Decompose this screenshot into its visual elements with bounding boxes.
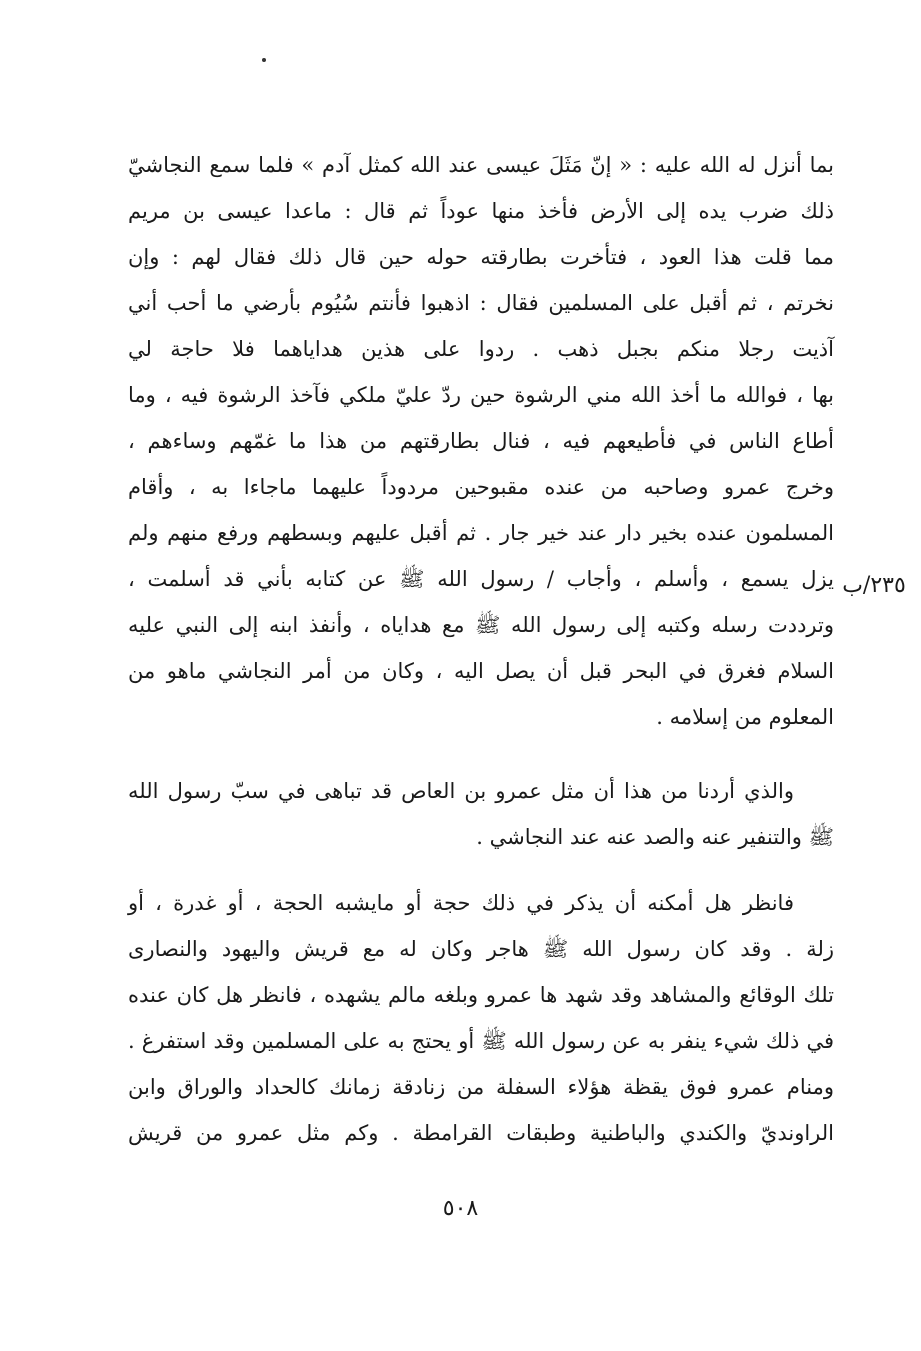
text-line: والذي أردنا من هذا أن مثل عمرو بن العاص قد تباهى في سبّ رسول الله bbox=[128, 779, 794, 803]
text-line: المعلوم من إسلامه . bbox=[656, 705, 834, 729]
paragraph-2 bbox=[128, 768, 834, 860]
text-line: أطاع الناس في فأطيعهم فيه ، فنال بطارقتهم من هذا ما غمّهم وساءهم ، bbox=[128, 429, 834, 453]
paragraph-3 bbox=[128, 880, 834, 1156]
page-number: ٥٠٨ bbox=[442, 1196, 479, 1221]
text-line: ﷺ والتنفير عنه والصد عنه عند النجاشي . bbox=[476, 825, 834, 849]
text-line: ومنام عمرو فوق يقظة هؤلاء السفلة من زنادقة زمانك كالحداد والوراق وابن bbox=[128, 1075, 834, 1099]
text-line: ذلك ضرب يده إلى الأرض فأخذ منها عوداً ثم قال : ماعدا عيسى بن مريم bbox=[128, 199, 834, 223]
text-line: مما قلت هذا العود ، فتأخرت بطارقته حوله حين قال ذلك فقال لهم : وإن bbox=[128, 245, 834, 269]
folio-margin-note: ٢٣٥/ب bbox=[842, 573, 906, 598]
text-line: وخرج عمرو وصاحبه من عنده مقبوحين مردوداً عليهما ماجاءا به ، وأقام bbox=[128, 475, 834, 499]
text-line: في ذلك شيء ينفر به عن رسول الله ﷺ أو يحتج به على المسلمين وقد استفرغ . bbox=[128, 1029, 834, 1053]
text-line: المسلمون عنده بخير دار عند خير جار . ثم أقبل عليهم وبسطهم ورفع منهم ولم bbox=[128, 521, 834, 545]
text-line: فانظر هل أمكنه أن يذكر في ذلك حجة أو مايشبه الحجة ، أو غدرة ، أو bbox=[128, 891, 794, 915]
text-line: زلة . وقد كان رسول الله ﷺ هاجر وكان له مع قريش واليهود والنصارى bbox=[128, 937, 834, 961]
paragraph-1 bbox=[128, 142, 834, 740]
text-line: بها ، فوالله ما أخذ الله مني الرشوة حين ردّ عليّ ملكي فآخذ الرشوة فيه ، وما bbox=[128, 383, 834, 407]
text-line: يزل يسمع ، وأسلم ، وأجاب / رسول الله ﷺ عن كتابه بأني قد أسلمت ، bbox=[128, 567, 834, 591]
text-line: السلام فغرق في البحر قبل أن يصل اليه ، وكان من أمر النجاشي ماهو من bbox=[128, 659, 834, 683]
text-line: الراونديّ والكندي والباطنية وطبقات القرامطة . وكم مثل عمرو من قريش bbox=[128, 1121, 834, 1145]
text-line: تلك الوقائع والمشاهد وقد شهد ها عمرو وبلغه مالم يشهده ، فانظر هل كان عنده bbox=[128, 983, 834, 1007]
text-line: آذيت رجلا منكم بجبل ذهب . ردوا على هذين هداياهما فلا حاجة لي bbox=[128, 337, 834, 361]
text-line: بما أنزل له الله عليه : « إنّ مَثَلَ عيسى عند الله كمثل آدم » فلما سمع النجاشيّ bbox=[128, 153, 834, 177]
text-line: نخرتم ، ثم أقبل على المسلمين فقال : اذهبوا فأنتم سُيُوم بأرضي ما أحب أني bbox=[128, 291, 834, 315]
stray-dot-mark bbox=[262, 58, 266, 62]
text-line: وترددت رسله وكتبه إلى رسول الله ﷺ مع هداياه ، وأنفذ ابنه إلى النبي عليه bbox=[128, 613, 834, 637]
